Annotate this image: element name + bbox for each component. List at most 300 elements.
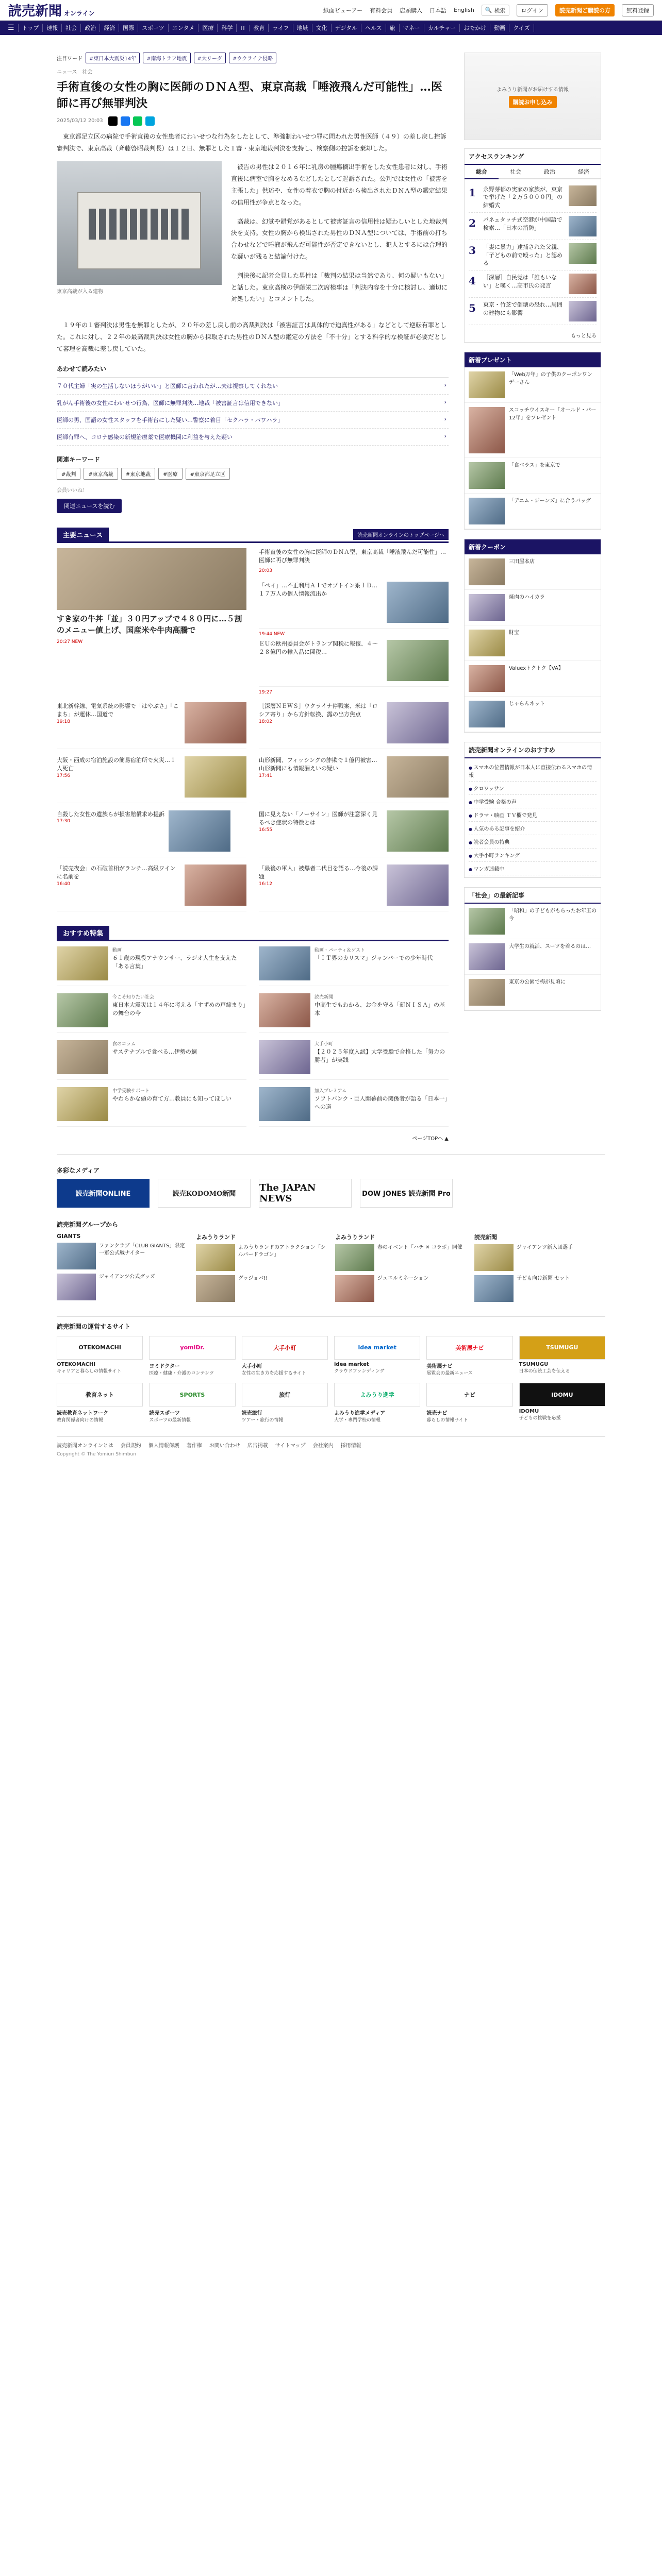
search-placeholder: 検索 <box>494 7 506 14</box>
ranking-item[interactable] <box>469 240 597 270</box>
latest-item[interactable] <box>465 904 601 939</box>
nav-item[interactable]: 旅 <box>386 24 400 32</box>
nav-item[interactable]: 動画 <box>490 24 509 32</box>
latest-text: 東京の公園で梅が見頃に <box>509 979 566 986</box>
recommend-photo <box>259 946 310 980</box>
latest-photo <box>469 979 505 1006</box>
photo-caption: 東京高裁が入る建物 <box>57 289 103 295</box>
site-card[interactable] <box>57 1336 143 1377</box>
nav-item[interactable]: 経済 <box>100 24 119 32</box>
ranking-tab[interactable]: 経済 <box>567 165 601 179</box>
group-card[interactable] <box>335 1244 466 1271</box>
recommend-grid <box>57 946 449 1127</box>
group-col <box>196 1233 327 1306</box>
sidebar-ad-button[interactable]: 購読お申し込み <box>509 96 557 108</box>
news-title: 自殺した女性の遺族らが損害賠償求め提訴 <box>57 810 164 818</box>
news-photo <box>169 810 230 852</box>
recommend-item[interactable] <box>57 1087 246 1127</box>
site-desc: 日本の伝統工芸を伝える <box>519 1368 570 1374</box>
news-time: 19:27 <box>259 689 272 695</box>
facebook-share-icon[interactable] <box>121 116 130 126</box>
group-col <box>335 1233 466 1306</box>
tag[interactable]: #裁判 <box>57 468 80 480</box>
news-photo <box>387 810 449 852</box>
ranking-thumb <box>569 216 597 236</box>
group-col-heading: よみうりランド <box>335 1233 375 1241</box>
news-title: すき家の牛丼「並」３０円アップで４８０円に…５割のメニュー値上げ、国産米や牛肉高騰で <box>57 614 242 635</box>
article-paragraph: １９年の１審判決は男性を無罪としたが、２０年の差し戻し前の高裁判決は「被害証言は具体的で迫真性がある」などとして逆転有罪とした。これに対し、２２年の最高裁判決は女性の胸から採取された男性のＤＮＡ型の鑑定の方法を「不十分」とする科学的な検証が必要だとして審理を高裁に差し戻していた。 <box>57 321 447 352</box>
rank-number: 3 <box>469 244 476 257</box>
nav-item[interactable]: おでかけ <box>460 24 490 32</box>
related-list <box>57 377 449 446</box>
footer-media <box>57 1154 605 1424</box>
group-text: グッジョバ!! <box>238 1275 268 1281</box>
share-row <box>57 486 449 494</box>
recommend-photo <box>57 1087 108 1121</box>
site-card[interactable] <box>149 1336 235 1377</box>
nav-item[interactable]: マネー <box>400 24 424 32</box>
site-card[interactable] <box>519 1383 605 1424</box>
news-item[interactable] <box>259 640 449 687</box>
header-link-paid[interactable]: 有料会員 <box>370 7 393 14</box>
topic-link[interactable]: ● 中学受験 合格の声 <box>469 795 597 808</box>
group-card[interactable] <box>474 1244 605 1271</box>
coupon-heading <box>465 539 601 554</box>
news-title: 手術直後の女性の胸に医師のＤＮＡ型、東京高裁「唾液飛んだ可能性」…医師に再び無罪判決 <box>259 548 446 564</box>
news-photo <box>185 756 246 798</box>
topic-link[interactable]: ● ドラマ・映画 ＴＶ欄で発見 <box>469 808 597 822</box>
rank-number: 2 <box>469 217 476 230</box>
present-heading <box>465 352 601 367</box>
topic-link[interactable]: ● スマホの位置情報が日本人に直接伝わるスマホの情報 <box>469 760 597 782</box>
present-text: スコッチウイスキー「オールド・パー 12年」をプレゼント <box>509 408 597 421</box>
coupon-title: 新着クーポン <box>469 544 506 551</box>
latest-text: 大学生の就活、スーツを着るのは… <box>509 944 591 950</box>
site-desc: ツアー・旅行の情報 <box>241 1418 284 1423</box>
ranking-title: 「妻に暴力」逮捕された父親、「子どもの前で殴った」と認める <box>483 244 562 266</box>
site-logo: 美術展ナビ <box>426 1336 512 1360</box>
site-name: idea market <box>334 1361 369 1367</box>
sidebar <box>464 35 601 1149</box>
nav-item[interactable]: 科学 <box>218 24 237 32</box>
nav-item[interactable]: IT <box>237 25 250 31</box>
site-name: IDOMU <box>519 1409 539 1415</box>
nav-item[interactable]: 文化 <box>312 24 332 32</box>
group-card[interactable] <box>57 1243 188 1269</box>
coupon-text: 三田屋本店 <box>509 559 535 565</box>
site-name: OTEKOMACHI <box>57 1361 96 1367</box>
site-name: ヨミドクター <box>149 1363 180 1369</box>
nav-item[interactable]: トップ <box>19 24 43 32</box>
latest-photo <box>469 908 505 935</box>
menu-icon[interactable]: ☰ <box>4 24 19 32</box>
copyright: Copyright © The Yomiuri Shimbun <box>57 1451 136 1457</box>
group-card[interactable] <box>57 1274 188 1300</box>
coupon-text: Valuexトクトク【VA】 <box>509 666 564 672</box>
recommend-item[interactable] <box>259 1040 449 1080</box>
sites-grid <box>57 1336 605 1424</box>
recommend-photo <box>259 1087 310 1121</box>
recommend-item[interactable] <box>57 993 246 1033</box>
news-time: 20:27 NEW <box>57 639 83 645</box>
article-paragraph: 被告の男性は２０１６年に乳房の腫瘍摘出手術をした女性患者に対し、手術直後に病室で胸をなめるなどしたとして起訴された。公判では女性の「被害を主張した」供述や、女性の着衣で胸の付近から検出されたＤＮＡ型の鑑定結果の信用性が争点となった。 <box>231 163 448 206</box>
site-desc: 教育関係者向けの情報 <box>57 1418 104 1423</box>
hatena-share-icon[interactable] <box>145 116 155 126</box>
coupon-box <box>464 539 601 733</box>
group-photo <box>57 1243 96 1269</box>
news-title: 東北新幹線、電気系統の影響で「はやぶさ」「こまち」が運休…国道で <box>57 702 179 718</box>
article-paragraph: 高裁は、幻覚や錯覚があるとして被害証言の信用性は疑わしいとした地裁判決を支持。女性の胸から検出された男性のＤＮＡ型については、手術前の打ち合わせなどで唾液が飛んだ可能性が否定できないとし、犯人とするには合理的な疑いが残ると結論付けた。 <box>231 217 448 260</box>
present-text: 「Web万年」の子供のクーポンワンデーさん <box>509 372 592 385</box>
recommend-item[interactable] <box>259 993 449 1033</box>
ranking-heading <box>465 149 601 165</box>
free-register-button[interactable]: 無料登録 <box>622 4 654 16</box>
sites-heading: 読売新聞の運営するサイト <box>57 1316 605 1331</box>
news-title: 「最後の軍人」被爆者二代目を語る…今後の課題 <box>259 865 378 880</box>
recommend-category: 読売新聞 <box>315 994 334 1000</box>
site-desc: 暮らしの情報サイト <box>426 1418 468 1423</box>
news-item[interactable] <box>259 865 449 911</box>
nav-item[interactable]: 政治 <box>81 24 100 32</box>
coupon-photo <box>469 701 505 727</box>
news-title: ＥＵの欧州委員会がトランプ関税に報復、４～２８億円の輸入品に関税… <box>259 640 378 656</box>
ranking-tabs <box>465 165 601 179</box>
breadcrumb[interactable]: ニュース 社会 <box>57 70 93 75</box>
global-nav <box>0 21 662 35</box>
news-time: 19:18 <box>57 719 70 724</box>
group-text: よみうりランドのアトラクション「シルバードラゴン」 <box>238 1244 326 1258</box>
footer-link[interactable]: サイトマップ <box>275 1443 306 1449</box>
topic-link[interactable]: ● マンガ連載中 <box>469 862 597 875</box>
search-box[interactable] <box>482 5 509 16</box>
present-item[interactable] <box>465 458 601 494</box>
main-news-band <box>57 528 449 543</box>
coupon-item[interactable] <box>465 661 601 697</box>
nav-item[interactable]: 国際 <box>119 24 138 32</box>
nav-item[interactable]: 医療 <box>198 24 218 32</box>
present-title: 新着プレゼント <box>469 357 512 364</box>
group-photo <box>335 1244 374 1271</box>
present-text: 「食べラス」を東京で <box>509 463 560 469</box>
coupon-text: 焼肉のハイカラ <box>509 595 545 601</box>
header-link-en[interactable]: English <box>454 7 474 13</box>
recommend-title: サステナブルで食べる…伊勢の鯛 <box>112 1048 197 1055</box>
present-item[interactable] <box>465 403 601 458</box>
nav-item[interactable]: 地域 <box>293 24 312 32</box>
sidebar-ad[interactable] <box>464 53 601 140</box>
site-name: よみうり進学メディア <box>334 1411 386 1417</box>
recommend-item[interactable] <box>57 1040 246 1080</box>
topics-heading <box>465 742 601 758</box>
coupon-item[interactable] <box>465 554 601 590</box>
ranking-title: ［深層］自民党は「誰もいない」と嘆く…高市氏の発言 <box>483 274 557 289</box>
footer-link[interactable]: 個人情報保護 <box>148 1443 179 1449</box>
footer-link[interactable]: 著作権 <box>186 1443 202 1449</box>
footer-link[interactable]: 会社案内 <box>312 1443 334 1449</box>
ranking-thumb <box>569 243 597 264</box>
footer-link[interactable]: 会員規約 <box>120 1443 141 1449</box>
news-item[interactable] <box>57 810 246 857</box>
recommend-title: ６１歳の現役アナウンサー、ラジオ人生を支えた「ある言葉」 <box>112 954 237 970</box>
ranking-item[interactable] <box>469 213 597 240</box>
group-card[interactable] <box>196 1275 327 1302</box>
site-card[interactable] <box>426 1383 512 1424</box>
site-name: TSUMUGU <box>519 1361 549 1367</box>
related-news-button[interactable]: 関連ニュースを読む <box>57 499 122 513</box>
nav-item[interactable]: エンタメ <box>169 24 199 32</box>
ranking-tab[interactable]: 総合 <box>465 165 499 179</box>
header-link-ja[interactable]: 日本語 <box>429 7 447 14</box>
news-title: 国に見えない「ノーサイン」医師が注意深く見るべき症状の特徴とは <box>259 810 377 826</box>
nav-item[interactable]: ヘルス <box>361 24 386 32</box>
tags-heading: 関連キーワード <box>57 455 101 463</box>
article-paragraph: 判決後に記者会見した男性は「裁判の結果は当然であり、何の疑いもない」と話した。東京高検の伊藤栄二次席検事は「判決内容を十分に検討し、適切に対処したい」とコメントした。 <box>231 272 448 303</box>
site-logo: SPORTS <box>149 1383 235 1406</box>
site-desc: 医療・健康・介護のコンテンツ <box>149 1370 214 1376</box>
site-logo: ナビ <box>426 1383 512 1406</box>
article-photo[interactable] <box>57 161 222 285</box>
recommend-title: 東日本大震災は１４年に考える「すずめの戸締まり」の舞台の今 <box>112 1001 246 1017</box>
media-logo[interactable]: 読売新聞ONLINE <box>57 1179 150 1208</box>
news-photo <box>387 640 449 681</box>
topic-link[interactable]: ● 大手小町ランキング <box>469 849 597 862</box>
group-card[interactable] <box>335 1275 466 1302</box>
related-link[interactable]: 乳がん手術後の女性にわいせつ行為、医師に無罪判決…地裁「被害証言は信用できない」 › <box>57 395 449 412</box>
site-desc: キャリアと暮らしの情報サイト <box>57 1368 122 1374</box>
like-button[interactable]: 会員いいね！ <box>57 487 88 494</box>
site-name: 読売教育ネットワーク <box>57 1411 108 1417</box>
topics-box <box>464 742 601 878</box>
media-logo[interactable]: The JAPAN NEWS <box>259 1179 352 1208</box>
group-heading: 読売新聞グループから <box>57 1221 119 1228</box>
main-news-grid <box>57 548 449 911</box>
news-time: 16:40 <box>57 881 70 887</box>
trending-keywords <box>57 53 449 63</box>
header-link-store[interactable]: 店頭購入 <box>400 7 423 14</box>
line-share-icon[interactable] <box>133 116 142 126</box>
topic-link[interactable]: ● 読者会員の特典 <box>469 835 597 849</box>
site-desc: 女性の生き方を応援するサイト <box>241 1370 307 1376</box>
news-photo <box>57 548 246 610</box>
site-card[interactable] <box>149 1383 235 1424</box>
news-time: 20:03 <box>259 568 272 573</box>
recommend-title: 中高生でもわかる、お金を守る「新ＮＩＳＡ」の基本 <box>315 1001 445 1017</box>
news-photo <box>185 702 246 743</box>
ranking-box <box>464 148 601 343</box>
media-logo[interactable]: DOW JONES 読売新聞 Pro <box>360 1179 453 1208</box>
latest-social-box <box>464 887 601 1011</box>
site-card[interactable] <box>426 1336 512 1377</box>
article-meta <box>57 116 449 126</box>
keyword-tag[interactable]: #南海トラフ地震 <box>143 53 190 63</box>
news-item[interactable] <box>259 702 449 749</box>
news-time: 17:30 <box>57 819 70 824</box>
news-item[interactable] <box>259 582 449 629</box>
rank-number: 4 <box>469 275 476 287</box>
ranking-tab[interactable]: 政治 <box>533 165 567 179</box>
main-column <box>57 35 449 1149</box>
site-card[interactable] <box>57 1383 143 1424</box>
group-card[interactable] <box>196 1244 327 1271</box>
recommend-category: 今こそ知りたい社会 <box>112 994 155 1000</box>
coupon-photo <box>469 630 505 656</box>
article-paragraph: 東京都足立区の病院で手術直後の女性患者にわいせつな行為をしたとして、準強制わいせつ罪に問われた男性医師（４９）の差し戻し控訴審判決で、東京高裁（斉藤啓昭裁判長）は１２日、無罪とした１審・東京地裁判決を支持し、検察側の控訴を棄却した。 <box>57 132 446 152</box>
tag[interactable]: #東京高裁 <box>84 468 118 480</box>
recommend-category: 大手小町 <box>315 1041 334 1047</box>
news-item[interactable] <box>57 702 246 749</box>
nav-item[interactable]: デジタル <box>332 24 361 32</box>
keyword-tag[interactable]: #大リーグ <box>194 53 226 63</box>
topic-link[interactable]: ● 人気のある記事を紹介 <box>469 822 597 835</box>
site-card[interactable] <box>334 1383 420 1424</box>
recommend-title: ソフトバンク・巨人開幕前の関係者が語る「日本一」への道 <box>315 1095 448 1111</box>
related-link[interactable]: ７０代主婦「実の生活しないほうがいい」と医師に言われたが…夫は視察してくれない › <box>57 378 449 395</box>
media-logo[interactable]: 読売KODOMO新聞 <box>158 1179 251 1208</box>
news-lead[interactable] <box>259 548 449 695</box>
group-card[interactable] <box>474 1275 605 1302</box>
site-logo: OTEKOMACHI <box>57 1336 143 1360</box>
tag[interactable]: #東京地裁 <box>121 468 155 480</box>
related-link[interactable]: 医師有罪へ、コロナ感染の新規治療薬で医療機関に利益を与えた疑い › <box>57 429 449 446</box>
nav-item[interactable]: 速報 <box>43 24 62 32</box>
group-text: ジュエルミネーション <box>377 1275 429 1281</box>
news-item[interactable] <box>259 756 449 803</box>
header-links <box>323 4 654 16</box>
group-text: ジャイアンツ新入団選手 <box>517 1244 573 1250</box>
latest-social-heading <box>465 888 601 904</box>
ranking-title: アクセスランキング <box>469 153 524 160</box>
group-row <box>57 1233 605 1306</box>
ranking-item[interactable] <box>469 182 597 213</box>
nav-item[interactable]: 教育 <box>250 24 269 32</box>
search-icon: 🔍 <box>485 7 492 13</box>
site-logo: IDOMU <box>519 1383 605 1406</box>
ranking-item[interactable] <box>469 270 597 298</box>
recommend-category: 動画・パーティ＆ゲスト <box>315 947 365 953</box>
site-desc: 展覧会の最新ニュース <box>426 1370 473 1376</box>
subscribe-button[interactable]: 読売新聞ご購読の方 <box>555 4 615 16</box>
site-name: 読売ナビ <box>426 1411 448 1417</box>
site-card[interactable] <box>242 1383 328 1424</box>
present-photo <box>469 407 505 453</box>
share-buttons <box>108 116 155 126</box>
logo-sub: オンライン <box>64 10 95 17</box>
latest-item[interactable] <box>465 939 601 975</box>
recommend-item[interactable] <box>259 1087 449 1127</box>
group-col-heading: よみうりランド <box>196 1233 236 1241</box>
site-card[interactable] <box>334 1336 420 1377</box>
recommend-photo <box>57 993 108 1027</box>
main-news-heading: 主要ニュース <box>57 528 109 541</box>
news-item[interactable] <box>259 810 449 857</box>
topic-link[interactable]: ● クロワッサン <box>469 782 597 795</box>
recommend-category: 中学受験サポート <box>112 1088 150 1094</box>
news-item[interactable] <box>57 865 246 911</box>
ranking-tab[interactable]: 社会 <box>499 165 533 179</box>
ranking-item[interactable] <box>469 298 597 325</box>
coupon-item[interactable] <box>465 697 601 732</box>
latest-social-title: 「社会」の最新記事 <box>469 892 525 900</box>
keyword-tag[interactable]: #東日本大震災14年 <box>86 53 140 63</box>
tag[interactable]: #東京都足立区 <box>186 468 230 480</box>
site-logo[interactable] <box>8 1 95 20</box>
ranking-more-link[interactable]: もっと見る <box>571 333 597 340</box>
site-logo: yomiDr. <box>149 1336 235 1360</box>
latest-item[interactable] <box>465 975 601 1010</box>
news-lead[interactable] <box>57 548 246 695</box>
site-logo: TSUMUGU <box>519 1336 605 1360</box>
ranking-title: パネェタッチ式空港が中国語で検索…「日本の消防」 <box>483 216 562 231</box>
group-col-heading: 読売新聞 <box>474 1233 497 1241</box>
article-date: 2025/03/12 20:03 <box>57 118 103 124</box>
recommend-photo <box>259 993 310 1027</box>
nav-item[interactable]: ライフ <box>269 24 293 32</box>
recommend-title: やわらかな頭の育て方…教員にも知ってほしい <box>112 1095 231 1102</box>
top-page-link[interactable]: 読売新聞オンラインのトップページへ <box>353 529 449 540</box>
nav-item[interactable]: クイズ <box>509 24 534 32</box>
nav-item[interactable]: 社会 <box>62 24 81 32</box>
footer-link[interactable]: 読売新聞オンラインとは <box>57 1443 113 1449</box>
recommend-photo <box>259 1040 310 1074</box>
footer-link[interactable]: 採用情報 <box>340 1443 361 1449</box>
keyword-tag[interactable]: #ウクライナ侵略 <box>229 53 276 63</box>
ranking-thumb <box>569 274 597 294</box>
footer-link[interactable]: 広告掲載 <box>247 1443 268 1449</box>
tag[interactable]: #医療 <box>158 468 182 480</box>
site-card[interactable] <box>242 1336 328 1377</box>
present-item[interactable] <box>465 367 601 403</box>
group-col-heading: GIANTS <box>57 1232 81 1240</box>
top-header <box>0 0 662 21</box>
news-time: 17:41 <box>259 773 272 778</box>
group-col <box>57 1233 188 1306</box>
recommend-title: 「ＩＴ界のカリスマ」ジャンパーでの少年時代 <box>315 954 433 961</box>
x-share-icon[interactable] <box>108 116 118 126</box>
site-desc: クラウドファンディング <box>334 1368 385 1374</box>
keywords-label: 注目ワード <box>57 56 82 62</box>
news-time: 16:12 <box>259 881 272 887</box>
article-figure-row <box>57 161 449 312</box>
login-button[interactable]: ログイン <box>517 4 548 16</box>
news-photo <box>387 702 449 743</box>
present-item[interactable] <box>465 494 601 529</box>
site-card[interactable] <box>519 1336 605 1377</box>
coupon-item[interactable] <box>465 590 601 625</box>
ranking-title: 永野芽郁の実家の家族が、東京で挙げた「２万５０００円」の結婚式 <box>483 186 562 209</box>
coupon-item[interactable] <box>465 625 601 661</box>
logo-main: 読売新聞 <box>8 4 62 19</box>
site-desc: スポーツの最新情報 <box>149 1418 191 1423</box>
recommend-band <box>57 926 449 941</box>
related-link[interactable]: 医師の男、国語の女性スタッフを手術台にした疑い…警察に着目「セクハラ・パワハラ」 › <box>57 412 449 429</box>
header-link-viewer[interactable]: 紙面ビューアー <box>323 7 363 14</box>
related-heading: あわせて読みたい <box>57 365 107 372</box>
news-title: 「読売夜会」の石破首相がランチ…高級ワインに名前を <box>57 865 176 880</box>
news-item[interactable] <box>57 756 246 803</box>
recommend-item[interactable] <box>259 946 449 986</box>
footer-link[interactable]: お問い合わせ <box>209 1443 240 1449</box>
recommend-item[interactable] <box>57 946 246 986</box>
group-text: 春のイベント「ハチ ✕ コラボ」開催 <box>377 1244 462 1250</box>
nav-item[interactable]: カルチャー <box>424 24 460 32</box>
site-logo: 旅行 <box>242 1383 328 1406</box>
ranking-thumb <box>569 185 597 206</box>
nav-item[interactable]: スポーツ <box>138 24 169 32</box>
page-top-link[interactable]: ページTOPへ ▲ <box>412 1136 449 1142</box>
group-text: ファンクラブ「CLUB GIANTS」限定 一軍公式戦ナイター <box>99 1243 185 1256</box>
ranking-list <box>465 179 601 328</box>
media-heading: 多彩なメディア <box>57 1166 100 1174</box>
